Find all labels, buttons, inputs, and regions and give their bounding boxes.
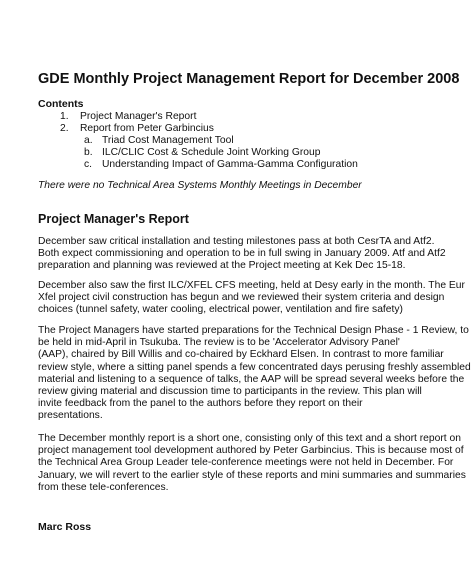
paragraph-line: presentations.: [38, 410, 103, 422]
report-title: GDE Monthly Project Management Report for December 2008: [38, 71, 460, 87]
paragraph: [38, 325, 471, 423]
paragraph-line: December also saw the first ILC/XFEL CFS meeting, held at Desy early in the month. The Eur: [38, 280, 465, 291]
paragraph-line: Xfel project civil construction has begun and we reviewed their system criteria and design: [38, 292, 445, 304]
paragraph-line: review style, where a sitting panel spends a few concentrated days perusing freshly assembled: [38, 361, 471, 373]
toc-subitem: [84, 147, 320, 159]
paragraph-line: be held in mid-April in Tsukuba. The review is to be 'Accelerator Advisory Panel': [38, 337, 400, 349]
paragraph-line: preparation and planning was reviewed at the Project meeting at Kek Dec 15-18.: [38, 260, 406, 272]
paragraph-line: the Technical Area Group Leader tele-conference meetings were not held in December. For: [38, 457, 454, 469]
toc-subitem-letter: a.: [84, 135, 93, 146]
toc-subitem-label: Understanding Impact of Gamma-Gamma Configuration: [102, 159, 358, 170]
toc-item: [60, 123, 214, 135]
toc-subitem-letter: c.: [84, 159, 93, 170]
paragraph-line: The December monthly report is a short one, consisting only of this text and a short report on: [38, 433, 461, 444]
toc-subitem: [84, 159, 358, 171]
paragraph-line: review giving material and discussion time to participants in the review. This plan will: [38, 385, 422, 397]
paragraph-line: invite feedback from the panel to the authors before they report on their: [38, 398, 363, 410]
paragraph-line: project management tool development authored by Peter Garbincius. This is because most of: [38, 445, 464, 457]
paragraph-line: from these tele-conferences.: [38, 481, 169, 493]
toc-subitem-letter: b.: [84, 147, 93, 158]
paragraph-line: material and listening to a sequence of talks, the AAP will be spread several weeks before the: [38, 373, 465, 385]
paragraph-line: Both expect commissioning and operation to be in full swing in January 2009. Atf and Atf2: [38, 248, 446, 260]
paragraph: [38, 280, 465, 317]
toc-subitem-label: ILC/CLIC Cost & Schedule Joint Working Group: [102, 147, 321, 158]
paragraph-line: The Project Managers have started preparations for the Technical Design Phase - 1 Review, to: [38, 325, 469, 336]
paragraph: [38, 433, 466, 494]
paragraph-line: December saw critical installation and testing milestones pass at both CesrTA and Atf2.: [38, 236, 435, 247]
toc-item: [60, 111, 196, 123]
toc-item-number: 1.: [60, 111, 69, 122]
toc-item-label: Report from Peter Garbincius: [80, 123, 214, 134]
paragraph-line: January, we will revert to the earlier style of these reports and mini summaries and summaries: [38, 469, 466, 481]
meetings-note: There were no Technical Area Systems Monthly Meetings in December: [38, 180, 362, 191]
author-signature: Marc Ross: [38, 521, 92, 533]
section-heading: Project Manager's Report: [38, 212, 189, 226]
paragraph-line: choices (tunnel safety, water cooling, electrical power, ventilation and fire safety): [38, 304, 403, 316]
paragraph-line: (AAP), chaired by Bill Willis and co-chaired by Eckhard Elsen. In contrast to more familiar: [38, 349, 444, 361]
contents-heading: Contents: [38, 98, 84, 110]
toc-subitem: [84, 135, 234, 147]
paragraph: [38, 236, 446, 273]
toc-item-label: Project Manager's Report: [80, 111, 197, 122]
toc-item-number: 2.: [60, 123, 69, 134]
toc-subitem-label: Triad Cost Management Tool: [102, 135, 234, 146]
